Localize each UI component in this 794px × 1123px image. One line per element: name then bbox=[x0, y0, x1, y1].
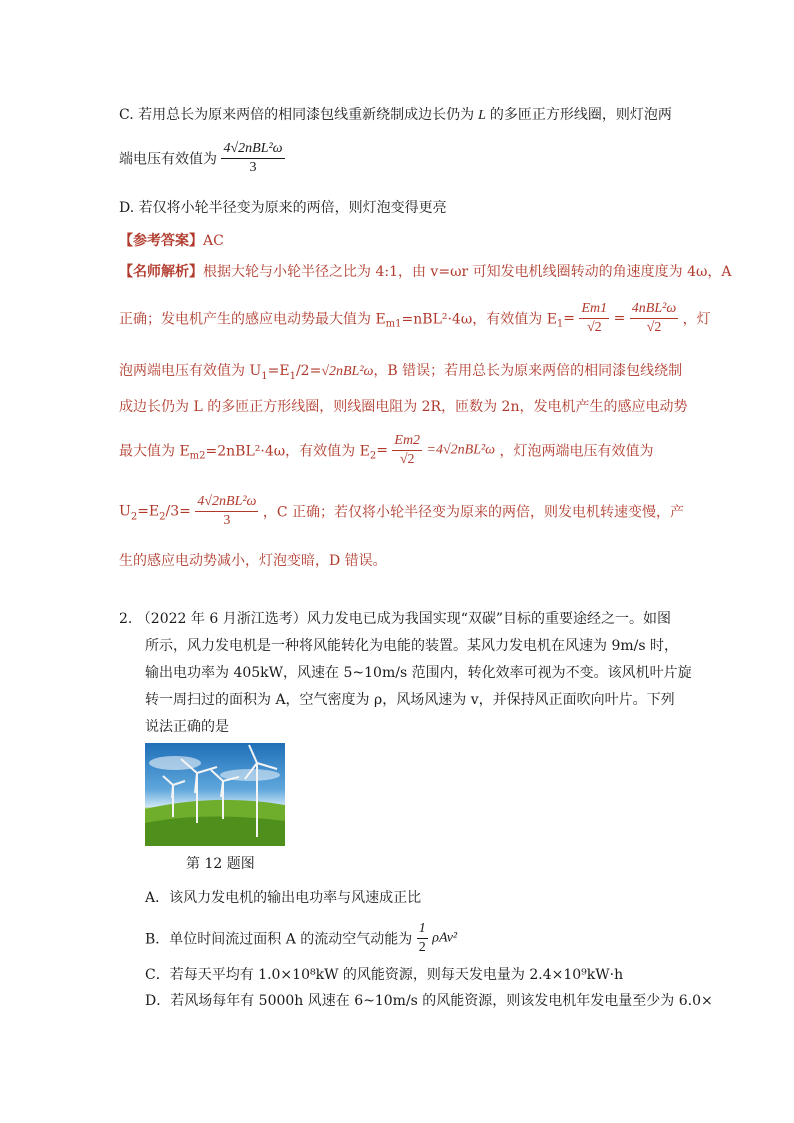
analysis-line-7: 生的感应电动势减小，灯泡变暗，D 错误。 bbox=[119, 553, 387, 569]
analysis-line-6: $U_2=E_2/3=$ $\frac{\text{4√2nBL²ω}}{3}$ ，C 正确；若仅将小轮半径变为原来的两倍，则发电机转速变慢，产 bbox=[119, 494, 685, 528]
fraction: $\frac{Em1}{√2}$ bbox=[581, 301, 608, 335]
option-c-line2: 端电压有效值为 $\frac{\text{4√2nBL²ω}}{3}$ bbox=[119, 141, 283, 175]
q2-option-a: A．该风力发电机的输出电功率与风速成正比 bbox=[145, 890, 422, 906]
analysis-line-3: 泡两端电压有效值为 $U_1=E_1/2=√2nBL^2\omega$，B 错误；若用总长为原来两倍的相同漆包线绕制 bbox=[119, 363, 683, 382]
q2-line-4: 转一周扫过的面积为 A，空气密度为 ρ，风场风速为 v，并保持风正面吹向叶片。下列 bbox=[145, 692, 675, 708]
option-c-line1: C. 若用总长为原来两倍的相同漆包线重新绕制成边长仍为 L 的多匝正方形线圈，则灯泡两 bbox=[119, 107, 672, 123]
analysis-line-2: 正确；发电机产生的感应电动势最大值为 $E_{m1}=nBL^2\cdot 4\omega$，有效值为 $E_1=$ $\frac{Em1}{√2}$ = $\frac{\text{4nBL²ω}}{√2}$ ，灯 bbox=[119, 301, 711, 335]
wind-turbine-illustration bbox=[145, 743, 285, 846]
q2-option-d: D．若风场每年有 5000h 风速在 6~10m/s 的风能资源，则该发电机年发电量至少为 6.0× bbox=[145, 993, 713, 1009]
analysis-line-4: 成边长仍为 L 的多匝正方形线圈，则线圈电阻为 2R，匝数为 2n，发电机产生的感应电动势 bbox=[119, 399, 688, 415]
fraction: $\frac{\text{4nBL²ω}}{√2}$ bbox=[631, 301, 677, 335]
figure-caption: 第 12 题图 bbox=[186, 856, 255, 872]
q2-option-c: C．若每天平均有 1.0×10⁸kW 的风能资源，则每天发电量为 2.4×10⁹kW·h bbox=[145, 967, 624, 983]
fraction: $\frac{1}{2}$ bbox=[418, 921, 426, 955]
q2-line-2: 所示，风力发电机是一种将风能转化为电能的装置。某风力发电机在风速为 9m/s 时， bbox=[145, 638, 678, 654]
q2-line-1: 2. （2022 年 6 月浙江选考）风力发电已成为我国实现“双碳”目标的重要途经之一。如图 bbox=[119, 611, 672, 627]
q2-line-3: 输出电功率为 405kW，风速在 5~10m/s 范围内，转化效率可视为不变。该风机叶片旋 bbox=[145, 665, 692, 681]
wind-turbine-photo bbox=[145, 743, 285, 846]
analysis-line-1: 【名师解析】根据大轮与小轮半径之比为 4:1，由 v=ωr 可知发电机线圈转动的角速度度为 4ω，A bbox=[119, 264, 732, 280]
fraction: $\frac{\text{4√2nBL²ω}}{3}$ bbox=[223, 141, 283, 175]
q2-option-b: B．单位时间流过面积 A 的流动空气动能为 $\frac{1}{2}$ ρAv² bbox=[145, 921, 458, 955]
fraction: $\frac{Em2}{√2}$ bbox=[394, 433, 421, 467]
answer-line: 【参考答案】AC bbox=[119, 233, 224, 249]
option-d: D. 若仅将小轮半径变为原来的两倍，则灯泡变得更亮 bbox=[119, 200, 447, 216]
q2-line-5: 说法正确的是 bbox=[145, 719, 229, 735]
analysis-line-5: 最大值为 $E_{m2}=2nBL^2\cdot 4\omega$，有效值为 $E_2=$ $\frac{Em2}{√2}$ =4√2nBL²ω ，灯泡两端电压有效值为 bbox=[119, 433, 654, 467]
fraction: $\frac{\text{4√2nBL²ω}}{3}$ bbox=[197, 494, 257, 528]
